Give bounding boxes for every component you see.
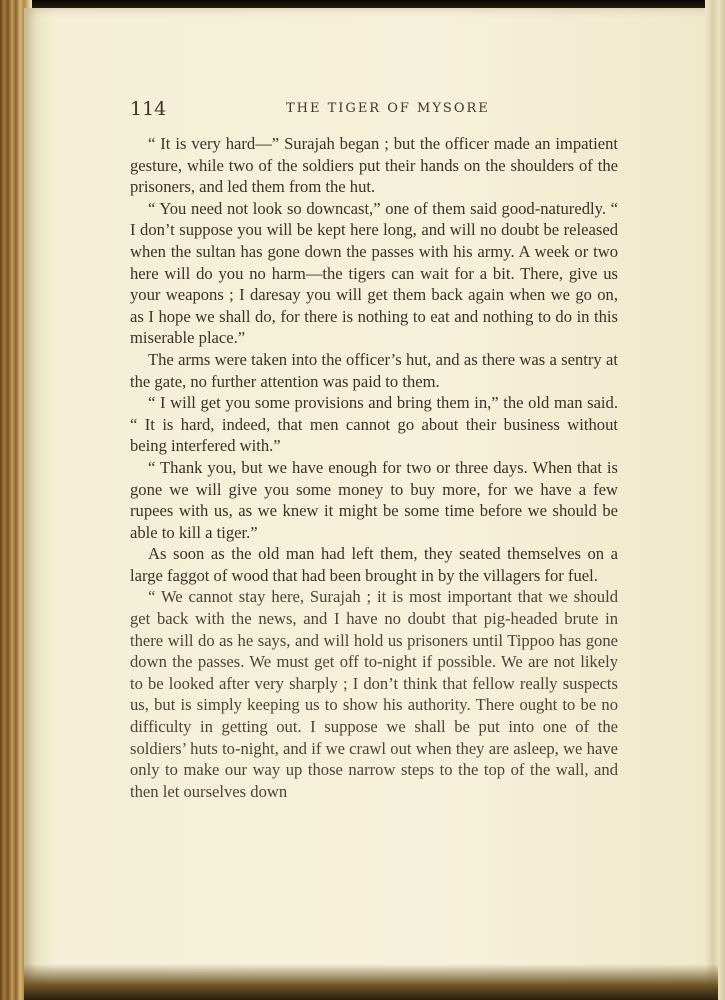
page-number: 114: [130, 98, 167, 120]
page-header: [130, 98, 620, 122]
paragraph: “ You need not look so downcast,” one of them said good-naturedly. “ I don’t suppose you will be kept here long, and will no doubt be released when the sultan has gone down the passes with his army. A week or two here will do you no harm—the tigers can wait for a bit. There, give us your weapons ; I daresay you will get them back again when we go on, as I hope we shall do, for there is nothing to eat and nothing to do in this miserable place.”: [130, 198, 618, 348]
paragraph: The arms were taken into the officer’s hut, and as there was a sentry at the gate, no further attention was paid to them.: [130, 349, 618, 391]
paragraph: “ I will get you some provisions and bring them in,” the old man said. “ It is hard, indeed, that men cannot go about their business without being interfered with.”: [130, 393, 618, 456]
page-right-edge: [705, 0, 725, 1000]
paragraph: “ We cannot stay here, Surajah ; it is most important that we should get back with the news, and I have no doubt that pig-headed brute in there will do as he says, and will hold us prisoners until Tippoo has gone down the passes. We must get off to-night if possible. We are not likely to be looked after very sharply ; I don’t think that fellow really suspects us, but is simply keeping us to show his authority. There ought to be no difficulty in getting out. I suppose we shall be put into one of the soldiers’ huts to-night, and if we crawl out when they are asleep, we have only to make our way up those narrow steps to the top of the wall, and then let ourselves down: [130, 587, 618, 801]
running-title: THE TIGER OF MYSORE: [286, 101, 490, 116]
body-text: [130, 133, 618, 802]
paragraph: “ Thank you, but we have enough for two or three days. When that is gone we will give you some money to buy more, for we have a few rupees with us, as we knew it might be some time before we should be able to kill a tiger.”: [130, 457, 618, 542]
page-bottom-shadow: [24, 964, 718, 1000]
paragraph: As soon as the old man had left them, they seated themselves on a large faggot of wood that had been brought in by the villagers for fuel.: [130, 544, 618, 585]
paragraph: “ It is very hard—” Surajah began ; but the officer made an impatient gesture, while two of the soldiers put their hands on the shoulders of the prisoners, and led them from the hut.: [130, 134, 618, 197]
